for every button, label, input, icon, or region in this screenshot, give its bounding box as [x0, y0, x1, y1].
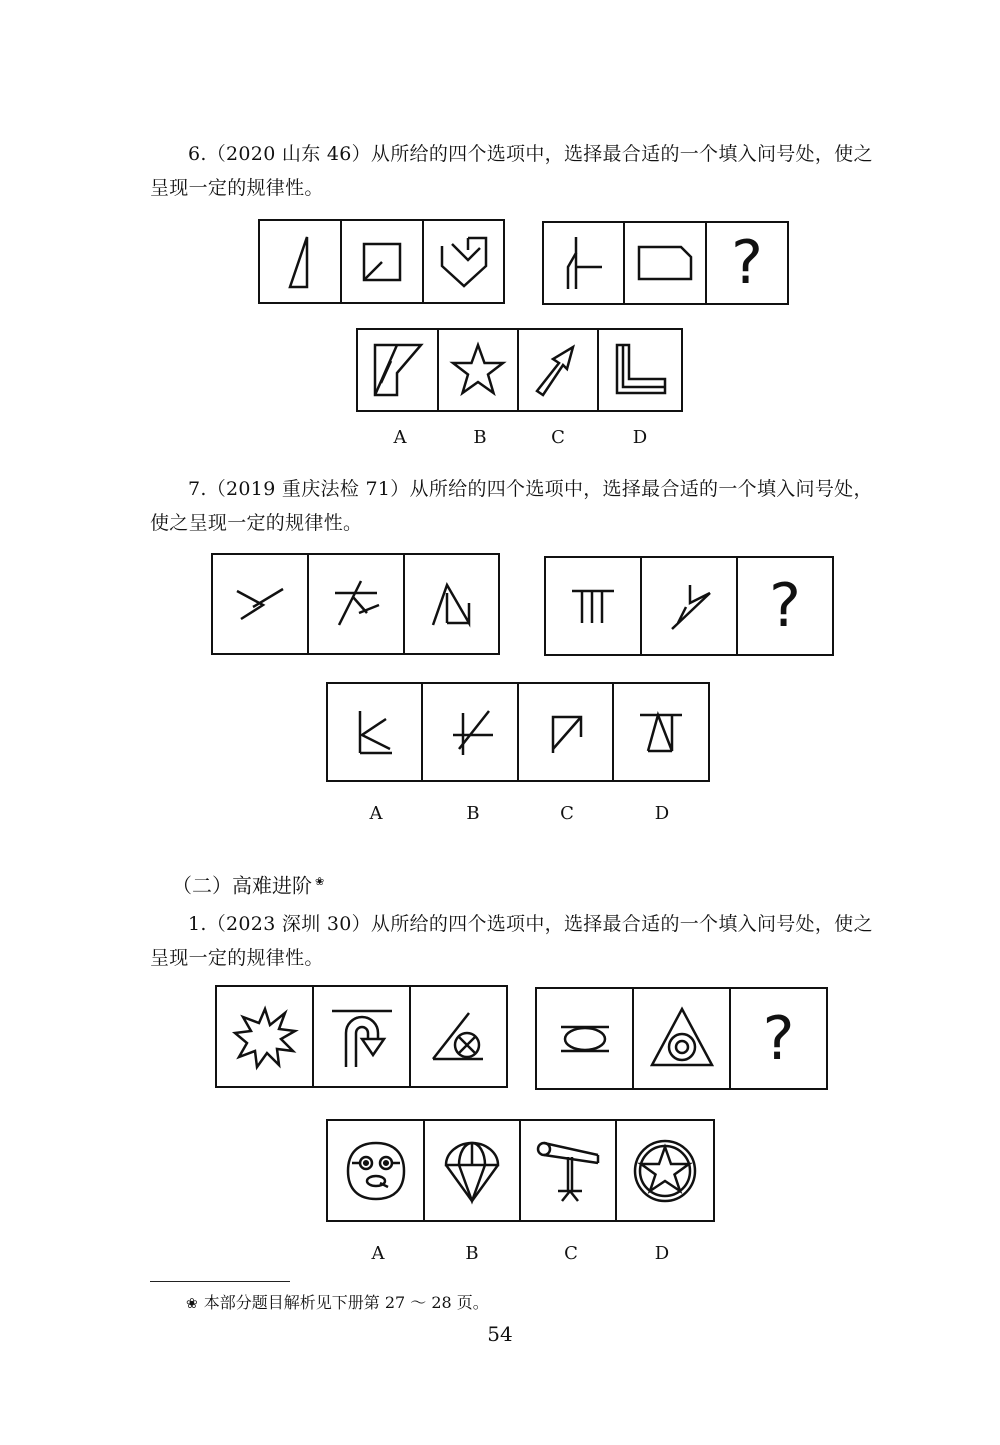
q1-label-a: A [371, 1243, 385, 1264]
q7-option-b[interactable] [423, 684, 519, 780]
q6-option-b-star [447, 339, 509, 401]
q7-figure-2 [309, 555, 405, 653]
q6-figure-1 [260, 221, 342, 302]
q1-figure-4 [537, 989, 634, 1088]
q7-figure-2-cross-lines [321, 569, 391, 639]
q7-figure-1-angle-lines [225, 569, 295, 639]
q1-figure-3 [411, 987, 506, 1086]
section-heading [172, 868, 324, 900]
q7-label-d: D [654, 803, 670, 824]
q1-question-mark: ? [762, 1003, 795, 1074]
q6-figure-3 [424, 221, 503, 302]
q6-question-cell [707, 223, 787, 303]
q1-option-a-face [338, 1133, 414, 1209]
q6-figure-5 [625, 223, 707, 303]
q1-option-b[interactable] [425, 1121, 521, 1220]
q1-text-line2: 呈现一定的规律性。 [150, 947, 324, 969]
q1-label-b: B [465, 1243, 479, 1264]
flower-mark-icon: ❀ [315, 875, 325, 888]
q7-label-a: A [369, 803, 383, 824]
q1-option-c[interactable] [521, 1121, 617, 1220]
q1-option-a[interactable] [328, 1121, 425, 1220]
q1-question-cell [731, 989, 826, 1088]
q7-option-d-n-bar [626, 697, 696, 767]
q6-options-row [356, 328, 683, 412]
q7-question-cell [738, 558, 832, 654]
q6-figure-4-bent-line [554, 233, 614, 293]
page-number: 54 [487, 1322, 513, 1346]
q7-figure-4 [546, 558, 642, 654]
section-heading-text: （二）高难进阶 [172, 873, 312, 898]
q1-option-d-star-circle [627, 1133, 703, 1209]
q6-label-c: C [551, 427, 565, 448]
q1-sequence-group-1 [215, 985, 508, 1088]
q6-figure-5-cut-rectangle [633, 233, 697, 293]
q7-option-a-k-shape [340, 697, 410, 767]
q7-text-line1: 7.（2019 重庆法检 71）从所给的四个选项中，选择最合适的一个填入问号处， [188, 478, 873, 500]
footnote-divider [150, 1281, 290, 1282]
q6-option-d-l-shape [609, 339, 671, 401]
q6-sequence-group-2 [542, 221, 789, 305]
q7-option-c-n-box [531, 697, 601, 767]
q1-figure-1 [217, 987, 314, 1086]
q7-label-c: C [560, 803, 574, 824]
q7-text-line2: 使之呈现一定的规律性。 [150, 512, 363, 534]
q6-figure-3-chevron-shield [434, 232, 494, 292]
q1-text-line1: 1.（2023 深圳 30）从所给的四个选项中，选择最合适的一个填入问号处，使之 [188, 913, 873, 935]
q1-figure-2 [314, 987, 411, 1086]
q7-sequence-group-2 [544, 556, 834, 656]
q6-label-b: B [473, 427, 487, 448]
q6-option-a[interactable] [358, 330, 439, 410]
q6-option-c-arrow [527, 339, 589, 401]
q6-option-b[interactable] [439, 330, 519, 410]
q1-figure-4-ellipse-bars [549, 1003, 621, 1075]
q6-label-a: A [393, 427, 407, 448]
q6-figure-2 [342, 221, 424, 302]
q7-figure-3 [405, 555, 498, 653]
q7-question-mark: ? [769, 571, 801, 641]
q6-label-d: D [632, 427, 648, 448]
q7-option-b-slash-bar [435, 697, 505, 767]
q1-figure-3-triangle-circle [423, 1001, 495, 1073]
footnote-flower-icon: ❀ [186, 1296, 198, 1312]
q7-figure-4-three-bars [558, 571, 628, 641]
q6-figure-1-triangle [270, 232, 330, 292]
q7-option-c[interactable] [519, 684, 614, 780]
q1-figure-1-burst [229, 1001, 301, 1073]
q6-figure-2-square-diagonal [352, 232, 412, 292]
q7-sequence-group-1 [211, 553, 500, 655]
q1-label-c: C [564, 1243, 578, 1264]
q1-sequence-group-2 [535, 987, 828, 1090]
q1-option-c-telescope [530, 1133, 606, 1209]
footnote-text: 本部分题目解析见下册第 27 ～ 28 页。 [203, 1293, 489, 1312]
q7-figure-3-n-shape [417, 569, 487, 639]
q1-options-row [326, 1119, 715, 1222]
q7-options-row [326, 682, 710, 782]
q6-text-line1: 6.（2020 山东 46）从所给的四个选项中，选择最合适的一个填入问号处，使之 [188, 143, 873, 165]
q1-figure-2-u-turn-arrow [326, 1001, 398, 1073]
q7-option-a[interactable] [328, 684, 423, 780]
q1-figure-5 [634, 989, 731, 1088]
q7-label-b: B [466, 803, 480, 824]
q6-option-c[interactable] [519, 330, 599, 410]
q6-question-mark: ? [731, 228, 763, 298]
q1-option-d[interactable] [617, 1121, 713, 1220]
q7-option-d[interactable] [614, 684, 708, 780]
q7-figure-5-wedge [654, 571, 724, 641]
q6-text-line2: 呈现一定的规律性。 [150, 177, 324, 199]
footnote [186, 1290, 489, 1313]
q6-figure-4 [544, 223, 625, 303]
q7-figure-1 [213, 555, 309, 653]
q1-label-d: D [654, 1243, 670, 1264]
q1-figure-5-triangle-rings [646, 1003, 718, 1075]
q6-option-a-zigzag [367, 339, 429, 401]
q6-option-d[interactable] [599, 330, 681, 410]
q7-figure-5 [642, 558, 738, 654]
q1-option-b-parachute [434, 1133, 510, 1209]
q6-sequence-group-1 [258, 219, 505, 304]
